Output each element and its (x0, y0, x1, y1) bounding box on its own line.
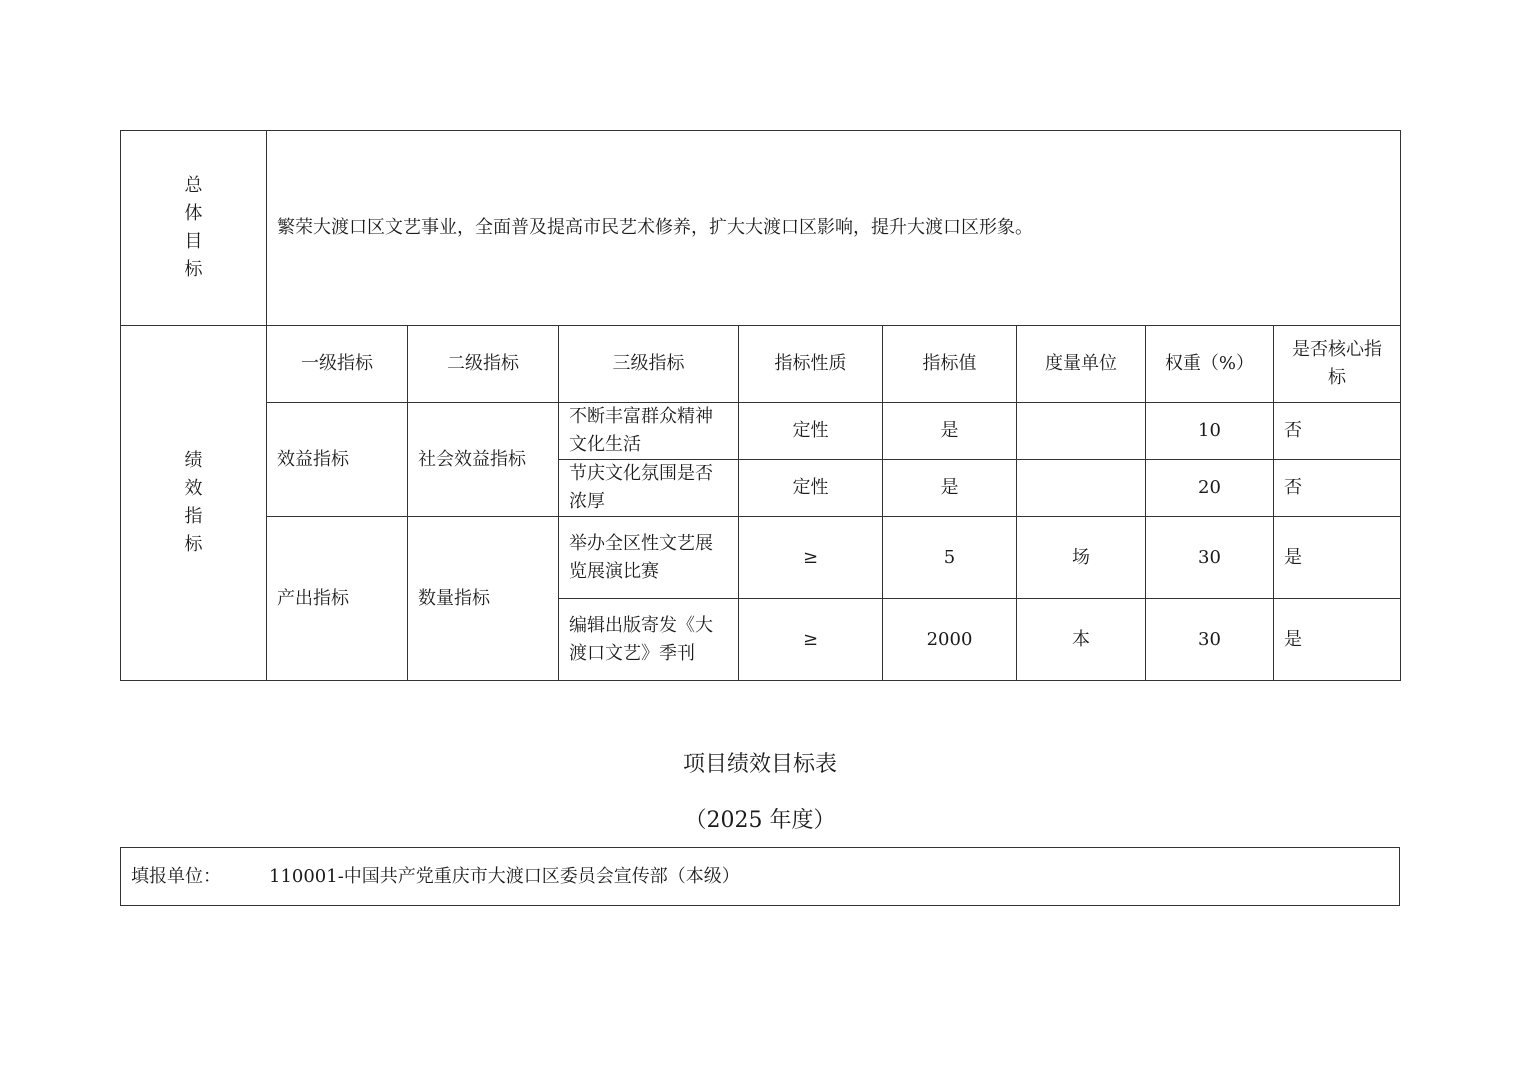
performance-label-char: 标 (184, 534, 203, 555)
value-cell: 是 (883, 460, 1017, 517)
value-cell: 是 (883, 403, 1017, 460)
level1-cell: 产出指标 (267, 517, 408, 681)
header-core: 是否核心指标 (1274, 326, 1401, 403)
unit-cell (1017, 403, 1146, 460)
overall-goal-label (121, 131, 267, 326)
performance-indicator-label (121, 326, 267, 681)
fill-unit-label: 填报单位： (131, 865, 221, 887)
level2-cell: 社会效益指标 (408, 403, 559, 517)
weight-cell: 30 (1146, 599, 1274, 681)
overall-goal-text: 繁荣大渡口区文艺事业，全面普及提高市民艺术修养，扩大大渡口区影响，提升大渡口区形象。 (267, 131, 1401, 326)
document-title: 项目绩效目标表 (682, 752, 837, 777)
weight-cell: 20 (1146, 460, 1274, 517)
core-cell: 是 (1274, 599, 1401, 681)
table-row (121, 517, 1401, 599)
weight-cell: 10 (1146, 403, 1274, 460)
header-value: 指标值 (883, 326, 1017, 403)
performance-target-table (120, 130, 1401, 681)
fill-unit-row (121, 848, 1400, 906)
fill-unit-value: 110001-中国共产党重庆市大渡口区委员会宣传部（本级） (269, 865, 740, 887)
performance-label-char: 指 (184, 506, 203, 527)
overall-goal-label-char: 总 (184, 175, 203, 196)
level3-cell: 不断丰富群众精神文化生活 (559, 403, 739, 460)
core-cell: 否 (1274, 460, 1401, 517)
table-row (121, 403, 1401, 460)
level2-cell: 数量指标 (408, 517, 559, 681)
header-level3: 三级指标 (559, 326, 739, 403)
header-unit: 度量单位 (1017, 326, 1146, 403)
unit-cell: 场 (1017, 517, 1146, 599)
weight-cell: 30 (1146, 517, 1274, 599)
header-level1: 一级指标 (267, 326, 408, 403)
performance-label-char: 效 (184, 478, 203, 499)
unit-cell: 本 (1017, 599, 1146, 681)
indicator-header-row (121, 326, 1401, 403)
header-weight: 权重（%） (1146, 326, 1274, 403)
fill-unit-cell (121, 848, 1400, 906)
document-subtitle: （2025 年度） (684, 808, 836, 833)
nature-cell: ≥ (739, 599, 883, 681)
fill-unit-table (120, 847, 1400, 906)
core-cell: 否 (1274, 403, 1401, 460)
value-cell: 5 (883, 517, 1017, 599)
unit-cell (1017, 460, 1146, 517)
overall-goal-label-char: 目 (184, 231, 203, 252)
nature-cell: 定性 (739, 403, 883, 460)
header-level2: 二级指标 (408, 326, 559, 403)
core-cell: 是 (1274, 517, 1401, 599)
header-nature: 指标性质 (739, 326, 883, 403)
nature-cell: 定性 (739, 460, 883, 517)
overall-goal-label-char: 标 (184, 259, 203, 280)
overall-goal-row (121, 131, 1401, 326)
level1-cell: 效益指标 (267, 403, 408, 517)
value-cell: 2000 (883, 599, 1017, 681)
nature-cell: ≥ (739, 517, 883, 599)
level3-cell: 举办全区性文艺展览展演比赛 (559, 517, 739, 599)
level3-cell: 节庆文化氛围是否浓厚 (559, 460, 739, 517)
overall-goal-label-char: 体 (184, 203, 203, 224)
performance-label-char: 绩 (184, 450, 203, 471)
level3-cell: 编辑出版寄发《大渡口文艺》季刊 (559, 599, 739, 681)
